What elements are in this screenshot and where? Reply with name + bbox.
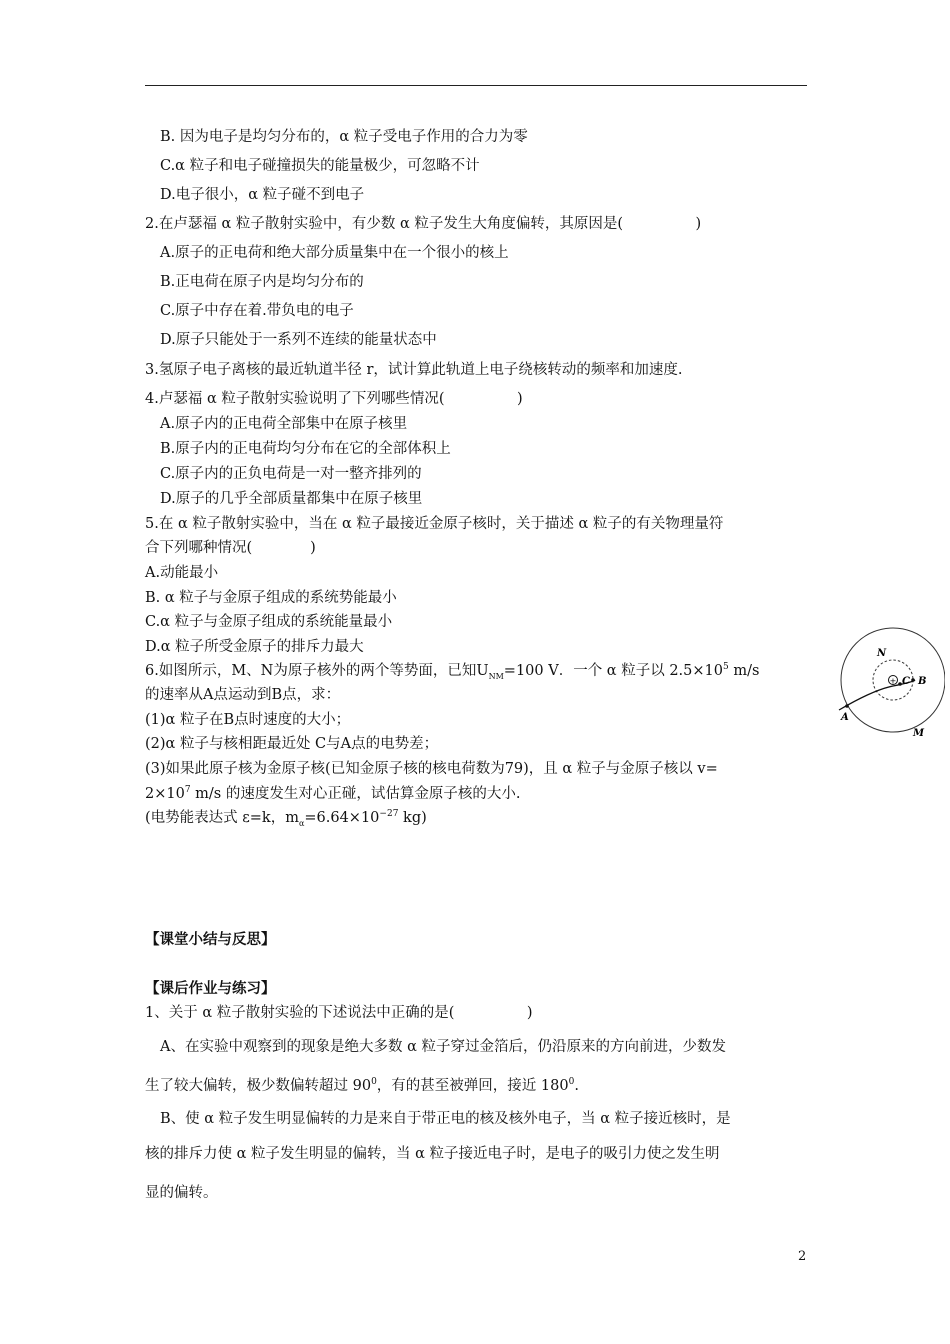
question-5: 5.在 α 粒子散射实验中，当在 α 粒子最接近金原子核时，关于描述 α 粒子的有关物理量符 — [145, 516, 724, 532]
hw3-text-a: 生了较大偏转，极少数偏转超过 90 — [145, 1078, 372, 1094]
question-2: 2.在卢瑟福 α 粒子散射实验中，有少数 α 粒子发生大角度偏转，其原因是( ) — [145, 216, 702, 232]
section-heading-homework: 【课后作业与练习】 — [145, 981, 276, 997]
q2-option-a: A.原子的正电荷和绝大部分质量集中在一个很小的核上 — [160, 245, 509, 261]
q5-option-c: C.α 粒子与金原子组成的系统能量最小 — [145, 614, 393, 630]
q6-energy-formula — [145, 808, 427, 828]
label-a: A — [841, 712, 849, 723]
option-d-line: D.电子很小，α 粒子碰不到电子 — [160, 187, 365, 203]
q6f-superscript: 7 — [184, 785, 191, 796]
q5-option-b: B. α 粒子与金原子组成的系统势能最小 — [145, 590, 397, 606]
q6g-text-b: =6.64×10 — [304, 810, 380, 826]
q6-subscript: NM — [488, 671, 504, 681]
q2-option-b: B.正电荷在原子内是均匀分布的 — [160, 274, 364, 290]
label-c: C — [902, 676, 910, 687]
question-6 — [145, 661, 759, 681]
question-3: 3.氢原子电子离核的最近轨道半径 r，试计算此轨道上电子绕核转动的频率和加速度. — [145, 362, 683, 378]
q6f-text-a: 2×10 — [145, 786, 185, 802]
label-m: M — [913, 728, 925, 739]
section-heading-summary: 【课堂小结与反思】 — [145, 932, 276, 948]
question-6-line-2: 的速率从A点运动到B点，求： — [145, 687, 341, 703]
hw3-superscript-2: 0 — [568, 1077, 575, 1088]
option-b-line: B. 因为电子是均匀分布的，α 粒子受电子作用的合力为零 — [160, 129, 528, 145]
q6-text-c: m/s — [728, 663, 760, 679]
q5-option-d: D.α 粒子所受金原子的排斥力最大 — [145, 639, 364, 655]
label-n: N — [877, 648, 887, 659]
q4-option-d: D.原子的几乎全部质量都集中在原子核里 — [160, 491, 423, 507]
q6g-text-a: (电势能表达式 ε=k，m — [145, 810, 299, 826]
q6g-text-c: kg) — [398, 810, 427, 826]
homework-question-1: 1、关于 α 粒子散射实验的下述说法中正确的是( ) — [145, 1005, 533, 1021]
nucleus-sign: + — [889, 676, 897, 686]
q2-option-c: C.原子中存在着.带负电的电子 — [160, 303, 354, 319]
option-c-line: C.α 粒子和电子碰撞损失的能量极少，可忽略不计 — [160, 158, 480, 174]
q6-part-3: (3)如果此原子核为金原子核(已知金原子核的核电荷数为79)，且 α 粒子与金原子核以 v= — [145, 761, 718, 777]
q6-text-b: =100 V．一个 α 粒子以 2.5×10 — [503, 663, 723, 679]
q4-option-b: B.原子内的正电荷均匀分布在它的全部体积上 — [160, 441, 451, 457]
question-4: 4.卢瑟福 α 粒子散射实验说明了下列哪些情况( ) — [145, 391, 523, 407]
hw3-text-b: ，有的甚至被弹回，接近 180 — [376, 1078, 569, 1094]
hw3-superscript-1: 0 — [371, 1077, 377, 1088]
page-number: 2 — [798, 1249, 807, 1264]
q6-superscript: 5 — [722, 662, 729, 673]
hw3-text-c: . — [574, 1078, 579, 1094]
q5-option-a: A.动能最小 — [145, 565, 219, 581]
q6-part-2: (2)α 粒子与核相距最近处 C与A点的电势差； — [145, 736, 439, 752]
q4-option-c: C.原子内的正负电荷是一对一整齐排列的 — [160, 466, 422, 482]
q6-part-3-cont — [145, 784, 520, 804]
q6g-superscript: −27 — [379, 809, 399, 820]
q6f-text-b: m/s 的速度发生对心正碰，试估算金原子核的大小. — [190, 786, 521, 802]
q6-text-a: 6.如图所示，M、N为原子核外的两个等势面，已知U — [145, 663, 489, 679]
equipotential-figure — [833, 626, 945, 746]
hw-option-b-end: 显的偏转。 — [145, 1185, 218, 1201]
hw-option-a: A、在实验中观察到的现象是绝大多数 α 粒子穿过金箔后，仍沿原来的方向前进，少数发 — [160, 1039, 726, 1055]
q6-part-1: (1)α 粒子在B点时速度的大小； — [145, 712, 351, 728]
header-rule — [145, 85, 807, 86]
label-b: B — [918, 676, 927, 687]
hw-option-a-cont — [145, 1076, 579, 1096]
question-5-cont: 合下列哪种情况( ) — [145, 540, 316, 556]
q2-option-d: D.原子只能处于一系列不连续的能量状态中 — [160, 332, 437, 348]
q4-option-a: A.原子内的正电荷全部集中在原子核里 — [160, 416, 408, 432]
q6g-subscript: α — [298, 818, 305, 828]
point-a-dot — [845, 704, 849, 708]
hw-option-b-cont: 核的排斥力使 α 粒子发生明显的偏转，当 α 粒子接近电子时，是电子的吸引力使之发生明 — [145, 1146, 720, 1162]
point-b-dot — [911, 678, 915, 682]
hw-option-b: B、使 α 粒子发生明显偏转的力是来自于带正电的核及核外电子，当 α 粒子接近核时，是 — [160, 1111, 731, 1127]
